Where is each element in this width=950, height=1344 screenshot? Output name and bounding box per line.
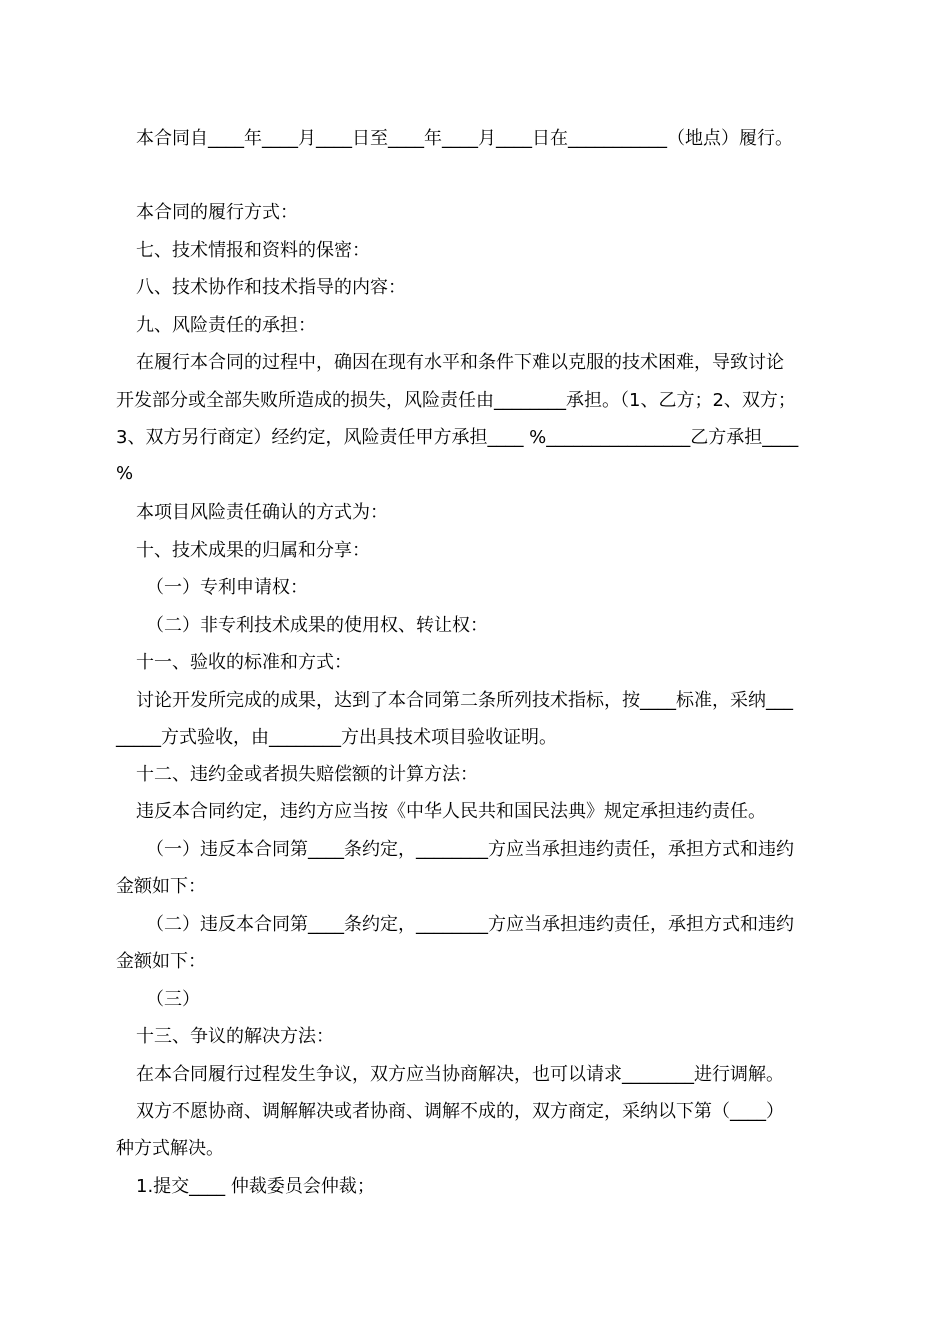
paragraph-performance-period: 本合同自____年____月____日至____年____月____日在___________（地点）履行。 [136, 128, 793, 149]
subsection-breach-3: （三） [146, 989, 200, 1010]
paragraph-dispute-mediation: 在本合同履行过程发生争议，双方应当协商解决，也可以请求________进行调解。 [136, 1064, 784, 1085]
section-heading-10: 十、技术成果的归属和分享： [136, 540, 370, 561]
section-heading-11: 十一、验收的标准和方式： [136, 652, 352, 673]
subsection-breach-1-line-2: 金额如下： [116, 876, 206, 897]
section-heading-9: 九、风险责任的承担： [136, 315, 316, 336]
paragraph-acceptance-line-1: 讨论开发所完成的成果，达到了本合同第二条所列技术指标，按____标准，采纳___ [136, 690, 793, 711]
section-heading-13: 十三、争议的解决方法： [136, 1026, 334, 1047]
subsection-breach-2-line-1: （二）违反本合同第____条约定，________方应当承担违约责任，承担方式和违约 [146, 914, 794, 935]
paragraph-performance-method: 本合同的履行方式： [136, 202, 298, 223]
subsection-breach-1-line-1: （一）违反本合同第____条约定，________方应当承担违约责任，承担方式和违约 [146, 839, 794, 860]
subsection-breach-2-line-2: 金额如下： [116, 951, 206, 972]
paragraph-risk-confirmation: 本项目风险责任确认的方式为： [136, 502, 388, 523]
section-heading-8: 八、技术协作和技术指导的内容： [136, 277, 406, 298]
paragraph-risk-line-1: 在履行本合同的过程中，确因在现有水平和条件下难以克服的技术困难，导致讨论 [136, 352, 784, 373]
section-heading-12: 十二、违约金或者损失赔偿额的计算方法： [136, 764, 478, 785]
subsection-non-patent-right: （二）非专利技术成果的使用权、转让权： [146, 615, 488, 636]
paragraph-risk-line-2: 开发部分或全部失败所造成的损失，风险责任由________承担。（1、乙方；2、双方； [116, 390, 796, 411]
paragraph-breach-liability: 违反本合同约定，违约方应当按《中华人民共和国民法典》规定承担违约责任。 [136, 801, 766, 822]
paragraph-risk-line-3: 3、双方另行商定）经约定，风险责任甲方承担____ %________________乙方承担____ [116, 427, 799, 448]
list-item-arbitration: 1.提交____ 仲裁委员会仲裁； [136, 1176, 375, 1197]
paragraph-risk-line-4: % [116, 463, 134, 484]
subsection-patent-right: （一）专利申请权： [146, 577, 308, 598]
section-heading-7: 七、技术情报和资料的保密： [136, 240, 370, 261]
paragraph-dispute-options-line-1: 双方不愿协商、调解解决或者协商、调解不成的，双方商定，采纳以下第（____） [136, 1101, 784, 1122]
paragraph-acceptance-line-2: _____方式验收，由________方出具技术项目验收证明。 [116, 727, 557, 748]
paragraph-dispute-options-line-2: 种方式解决。 [116, 1138, 224, 1159]
